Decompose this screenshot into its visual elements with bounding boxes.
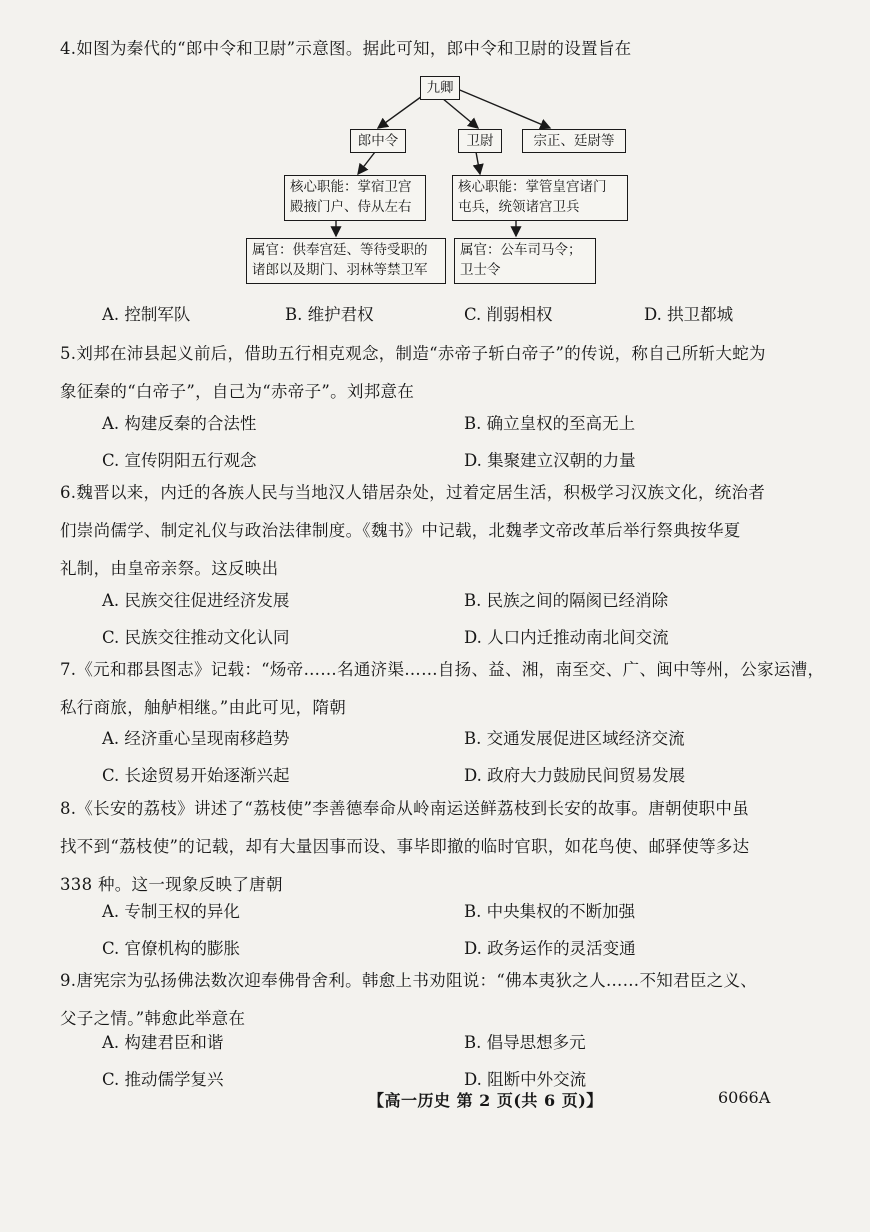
duty-box-langzhongling [284,175,426,221]
stem-line: 5.刘邦在沛县起义前后，借助五行相克观念，制造“赤帝子斩白帝子”的传说，称自己所斩大蛇为 [60,344,766,363]
option-a[interactable]: A. 民族交往促进经济发展 [102,591,290,610]
branch1-label: 郎中令 [357,133,399,149]
duty1-line2: 殿掖门户、侍从左右 [290,199,412,215]
duty2-line1: 核心职能：掌管皇宫诸门 [458,179,607,195]
option-b[interactable]: B. 交通发展促进区域经济交流 [464,729,685,748]
option-d[interactable]: D. 阻断中外交流 [464,1070,587,1089]
option-a[interactable]: A. 构建反秦的合法性 [102,414,257,433]
option-c[interactable]: C. 削弱相权 [464,305,553,324]
stem-line: 4.如图为秦代的“郎中令和卫尉”示意图。据此可知，郎中令和卫尉的设置旨在 [60,39,632,58]
root-label: 九卿 [426,80,454,96]
question-7-options [102,720,802,794]
sub1-line2: 诸郎以及期门、羽林等禁卫军 [252,262,428,278]
question-4-stem [60,30,820,68]
option-a[interactable]: A. 专制王权的异化 [102,902,240,921]
branch-node-langzhongling [350,129,406,153]
option-c[interactable]: C. 长途贸易开始逐渐兴起 [102,766,290,785]
root-node [420,76,460,100]
option-b[interactable]: B. 维护君权 [285,305,374,324]
stem-line: 7.《元和郡县图志》记载：“炀帝……名通济渠……自扬、益、湘，南至交、广、闽中等州，公家运漕， [60,660,825,679]
duty2-line2: 屯兵，统领诸宫卫兵 [458,199,580,215]
question-5-options [102,405,802,479]
option-b[interactable]: B. 中央集权的不断加强 [464,902,636,921]
branch-node-weiwei [458,129,502,153]
sub2-line2: 卫士令 [460,262,501,278]
option-d[interactable]: D. 政务运作的灵活变通 [464,939,636,958]
stem-line: 找不到“荔枝使”的记载，却有大量因事而设、事毕即撤的临时官职，如花鸟使、邮驿使等多达 [60,837,750,856]
question-6-stem [60,474,820,588]
question-5-stem [60,335,820,411]
stem-line: 338 种。这一现象反映了唐朝 [60,875,283,894]
q4-diagram [240,70,630,292]
option-b[interactable]: B. 倡导思想多元 [464,1033,586,1052]
sub1-line1: 属官：供奉宫廷、等待受职的 [252,242,428,258]
option-a[interactable]: A. 构建君臣和谐 [102,1033,224,1052]
subordinate-box-langzhongling [246,238,446,284]
stem-line: 6.魏晋以来，内迁的各族人民与当地汉人错居杂处，过着定居生活，积极学习汉族文化，统治者 [60,483,766,502]
branch2-label: 卫尉 [466,133,494,149]
option-c[interactable]: C. 官僚机构的膨胀 [102,939,241,958]
question-6-options [102,582,802,656]
stem-line: 8.《长安的荔枝》讲述了“荔枝使”李善德奉命从岭南运送鲜荔枝到长安的故事。唐朝使职中虽 [60,799,750,818]
question-9-options [102,1024,802,1098]
stem-line: 礼制，由皇帝亲祭。这反映出 [60,559,279,578]
paper-code: 6066A [718,1088,771,1107]
stem-line: 9.唐宪宗为弘扬佛法数次迎奉佛骨舍利。韩愈上书劝阻说：“佛本夷狄之人……不知君臣之义、 [60,971,758,990]
option-c[interactable]: C. 民族交往推动文化认同 [102,628,290,647]
option-c[interactable]: C. 宣传阴阳五行观念 [102,451,257,470]
subordinate-box-weiwei [454,238,596,284]
option-a[interactable]: A. 经济重心呈现南移趋势 [102,729,290,748]
option-d[interactable]: D. 人口内迁推动南北间交流 [464,628,669,647]
option-d[interactable]: D. 政府大力鼓励民间贸易发展 [464,766,686,785]
option-d[interactable]: D. 拱卫都城 [644,305,734,324]
option-a[interactable]: A. 控制军队 [102,305,191,324]
stem-line: 父子之情。”韩愈此举意在 [60,1009,246,1028]
duty-box-weiwei [452,175,628,221]
question-8-options [102,893,802,967]
question-8-stem [60,790,820,904]
branch3-label: 宗正、廷尉等 [533,133,615,149]
option-d[interactable]: D. 集聚建立汉朝的力量 [464,451,636,470]
footer-title: 【高一历史 第 2 页(共 6 页)】 [368,1091,603,1110]
question-7-stem [60,651,825,727]
option-b[interactable]: B. 民族之间的隔阂已经消除 [464,591,669,610]
stem-line: 们崇尚儒学、制定礼仪与政治法律制度。《魏书》中记载，北魏孝文帝改革后举行祭典按华夏 [60,521,741,540]
option-c[interactable]: C. 推动儒学复兴 [102,1070,224,1089]
option-b[interactable]: B. 确立皇权的至高无上 [464,414,636,433]
duty1-line1: 核心职能：掌宿卫宫 [290,179,412,195]
stem-line: 私行商旅，舳舻相继。”由此可见，隋朝 [60,698,347,717]
question-4-options [102,296,802,333]
branch-node-others [522,129,626,153]
stem-line: 象征秦的“白帝子”，自己为“赤帝子”。刘邦意在 [60,382,415,401]
sub2-line1: 属官：公车司马令； [460,242,582,258]
